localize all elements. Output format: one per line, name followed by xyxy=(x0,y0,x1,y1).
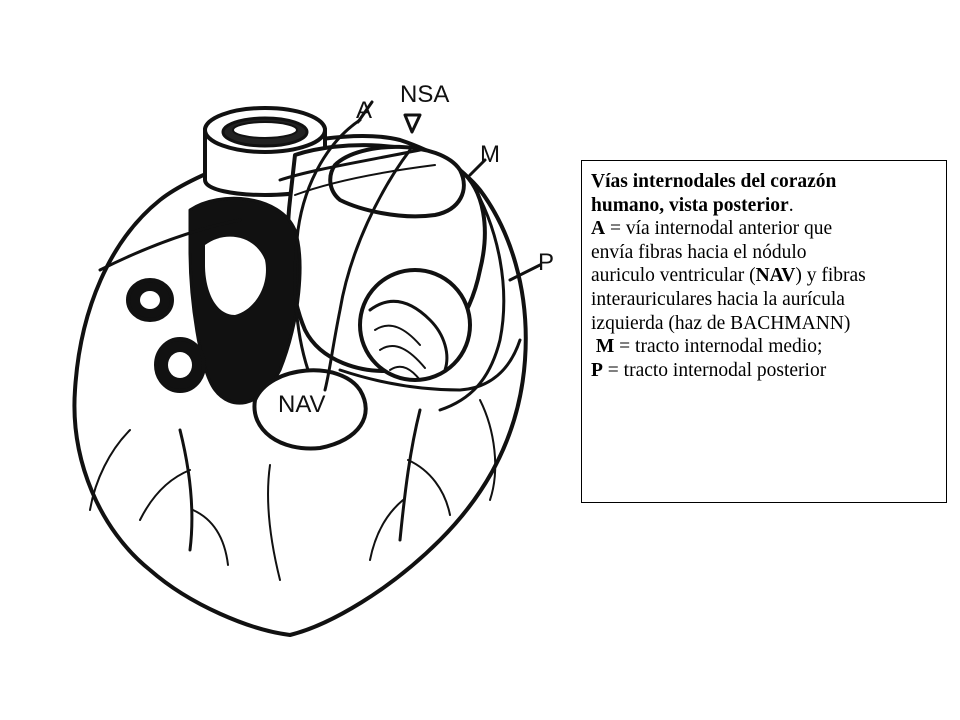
valve-orifice xyxy=(360,270,470,380)
caption-p-line: P = tracto internodal posterior xyxy=(591,359,827,381)
coronary-branch-2 xyxy=(400,410,420,540)
caption-title-line-1: Vías internodales del corazón xyxy=(591,171,837,192)
caption-a-line-1: A = vía internodal anterior que xyxy=(591,218,833,240)
caption-m-line: M = tracto internodal medio; xyxy=(595,336,823,358)
coronary-branch-1 xyxy=(180,430,192,550)
caption-a-line-2: envía fibras hacia el nódulo xyxy=(591,241,807,263)
caption-box xyxy=(581,160,947,503)
label-a: A xyxy=(356,97,373,124)
label-m: M xyxy=(480,141,500,168)
pointer-nsa xyxy=(405,115,420,132)
label-nsa: NSA xyxy=(400,81,450,108)
caption-a-line-3: auriculo ventricular (NAV) y fibras xyxy=(591,265,866,287)
heart-posterior-illustration xyxy=(40,70,600,650)
svc-oval xyxy=(330,147,464,216)
label-nav: NAV xyxy=(278,391,326,418)
label-p: P xyxy=(538,249,555,276)
caption-a-line-5: izquierda (haz de BACHMANN) xyxy=(591,312,851,334)
caption-a-line-4: interauriculares hacia la aurícula xyxy=(591,288,845,310)
pointer-p xyxy=(510,265,540,280)
caption-title-line-2: humano, vista posterior. xyxy=(591,194,794,216)
